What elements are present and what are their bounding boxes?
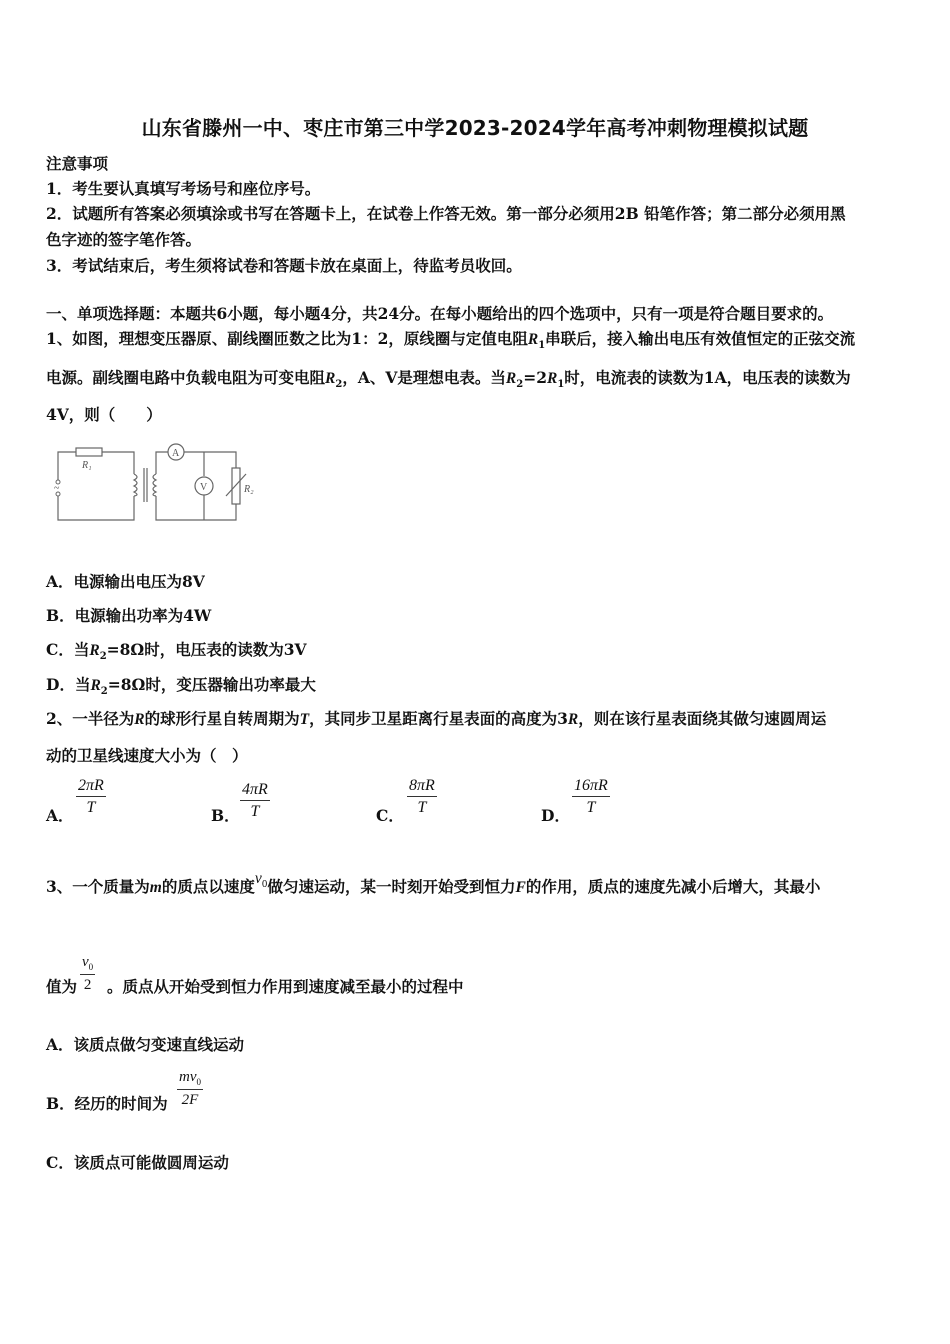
fraction-denominator: T <box>250 803 260 820</box>
var-v0: v <box>254 870 262 887</box>
label-r2: R₂ <box>244 484 254 495</box>
q1-text: ，A、V是理想电表。当 <box>342 368 506 387</box>
source-symbol: ~ <box>54 483 60 494</box>
q1-option-d <box>46 673 316 697</box>
notice-item-1: 1．考生要认真填写考场号和座位序号。 <box>46 179 321 198</box>
fraction-numerator: v <box>82 954 89 970</box>
var-T: T <box>299 711 310 728</box>
q2-option-a-label: A． <box>46 806 74 825</box>
q1-text: 1、如图，理想变压器原、副线圈匝数之比为1：2，原线圈与定值电阻 <box>46 329 528 348</box>
q1-line1 <box>46 327 855 351</box>
q3-text: 值为 <box>46 977 78 996</box>
q3-option-b: B．经历的时间为 <box>46 1094 168 1113</box>
q2-option-a-fraction <box>76 778 106 816</box>
q2-text: ，其同步卫星距离行星表面的高度为3 <box>309 709 568 728</box>
q1-option-b: B．电源输出功率为4W <box>46 606 212 625</box>
q2-option-d-fraction <box>572 778 610 816</box>
fraction-denominator: 2F <box>181 1092 199 1108</box>
q2-line1 <box>46 707 826 729</box>
wire <box>184 452 236 468</box>
var-r1: R <box>527 331 539 348</box>
fraction-numerator: 2πR <box>76 778 106 797</box>
fraction-denominator: T <box>586 799 596 816</box>
var-r2-sub: 2 <box>516 379 524 391</box>
var-r2-sub: 2 <box>100 686 108 698</box>
q3-line1 <box>46 870 821 899</box>
var-v0-sub: 0 <box>261 880 268 891</box>
q3-text: 3、一个质量为 <box>46 877 150 896</box>
q2-option-b-fraction <box>240 782 270 820</box>
var-r1-sub: 1 <box>538 340 546 352</box>
var-m: m <box>149 879 162 896</box>
fraction-denominator: T <box>86 799 96 816</box>
q1-text: 串联后，接入输出电压有效值恒定的正弦交流 <box>545 329 856 348</box>
q3-line2 <box>46 975 464 997</box>
notice-item-2-cont: 色字迹的签字笔作答。 <box>46 230 202 249</box>
option-text: D．当 <box>46 675 91 694</box>
circuit-diagram <box>46 438 276 526</box>
q1-text: 电源。副线圈电路中负载电阻为可变电阻 <box>46 368 326 387</box>
fraction-numerator: mv <box>179 1069 197 1085</box>
var-R: R <box>567 711 579 728</box>
fraction-numerator: 4πR <box>240 782 270 801</box>
page-title: 山东省滕州一中、枣庄市第三中学2023-2024学年高考冲刺物理模拟试题 <box>141 116 809 140</box>
q1-option-c <box>46 638 307 662</box>
primary-coil-icon <box>134 474 137 496</box>
option-text: =8Ω时，变压器输出功率最大 <box>107 675 316 694</box>
label-r1: R₁ <box>82 460 92 471</box>
q3-option-b-fraction <box>177 1070 203 1108</box>
q2-option-c-label: C． <box>376 806 404 825</box>
notice-item-2: 2．试题所有答案必须填涂或书写在答题卡上，在试卷上作答无效。第一部分必须用2B 铅笔作答；第二部分必须用黑 <box>46 204 846 223</box>
label-ammeter: A <box>172 448 180 459</box>
notice-item-3: 3．考试结束后，考生须将试卷和答题卡放在桌面上，待监考员收回。 <box>46 256 522 275</box>
var-r2: R <box>325 370 336 387</box>
option-text: =8Ω时，电压表的读数为3V <box>106 640 307 659</box>
q3-text: 。质点从开始受到恒力作用到速度减至最小的过程中 <box>107 977 464 996</box>
fraction-numerator-sub: 0 <box>88 962 94 972</box>
var-r1-sub: 1 <box>557 379 565 391</box>
fraction-denominator: T <box>417 799 427 816</box>
var-r2: R <box>505 370 517 387</box>
q2-text: 2、一半径为 <box>46 709 135 728</box>
q1-text: 时，电流表的读数为1A，电压表的读数为 <box>564 368 851 387</box>
option-text: C．当 <box>46 640 90 659</box>
q1-text: =2 <box>523 368 547 387</box>
fraction-numerator: 8πR <box>407 778 437 797</box>
label-voltmeter: V <box>200 482 208 493</box>
q3-text: 的质点以速度 <box>161 877 255 896</box>
var-r1: R <box>546 370 558 387</box>
var-F: F <box>515 879 526 896</box>
resistor-r1-icon <box>76 448 102 456</box>
q2-text: 的球形行星自转周期为 <box>144 709 300 728</box>
q2-line2: 动的卫星线速度大小为（ ） <box>46 746 248 765</box>
q2-text: ，则在该行星表面绕其做匀速圆周运 <box>578 709 827 728</box>
wire <box>156 452 168 474</box>
var-r2-sub: 2 <box>99 651 107 663</box>
fraction-numerator: 16πR <box>572 778 610 797</box>
var-r2: R <box>89 642 100 659</box>
wire <box>102 452 134 474</box>
q3-option-c: C．该质点可能做圆周运动 <box>46 1153 229 1172</box>
var-r2-sub: 2 <box>335 379 343 391</box>
secondary-coil-icon <box>153 474 156 496</box>
wire <box>58 452 76 480</box>
q2-option-c-fraction <box>407 778 437 816</box>
fraction-numerator-sub: 0 <box>196 1077 201 1087</box>
q3-text: 的作用，质点的速度先减小后增大，其最小 <box>525 877 821 896</box>
q2-option-b-label: B． <box>211 806 240 825</box>
section-heading: 一、单项选择题：本题共6小题，每小题4分，共24分。在每小题给出的四个选项中，只有一项是符合题目要求的。 <box>46 304 834 323</box>
var-R: R <box>134 711 145 728</box>
q3-option-a: A．该质点做匀变速直线运动 <box>46 1035 245 1054</box>
q3-text: 做匀速运动，某一时刻开始受到恒力 <box>267 877 516 896</box>
fraction-denominator: 2 <box>83 977 92 993</box>
resistor-r2-icon <box>232 468 240 504</box>
var-r2: R <box>90 677 101 694</box>
q1-option-a: A．电源输出电压为8V <box>46 572 205 591</box>
q1-line3: 4V，则（ ） <box>46 405 162 424</box>
q2-option-d-label: D． <box>541 806 570 825</box>
variable-arrow-icon <box>226 474 246 496</box>
wire <box>156 496 236 520</box>
notice-heading: 注意事项 <box>46 154 109 173</box>
wire <box>58 496 134 520</box>
q1-line2 <box>46 366 851 390</box>
q3-min-speed-fraction <box>80 955 95 993</box>
